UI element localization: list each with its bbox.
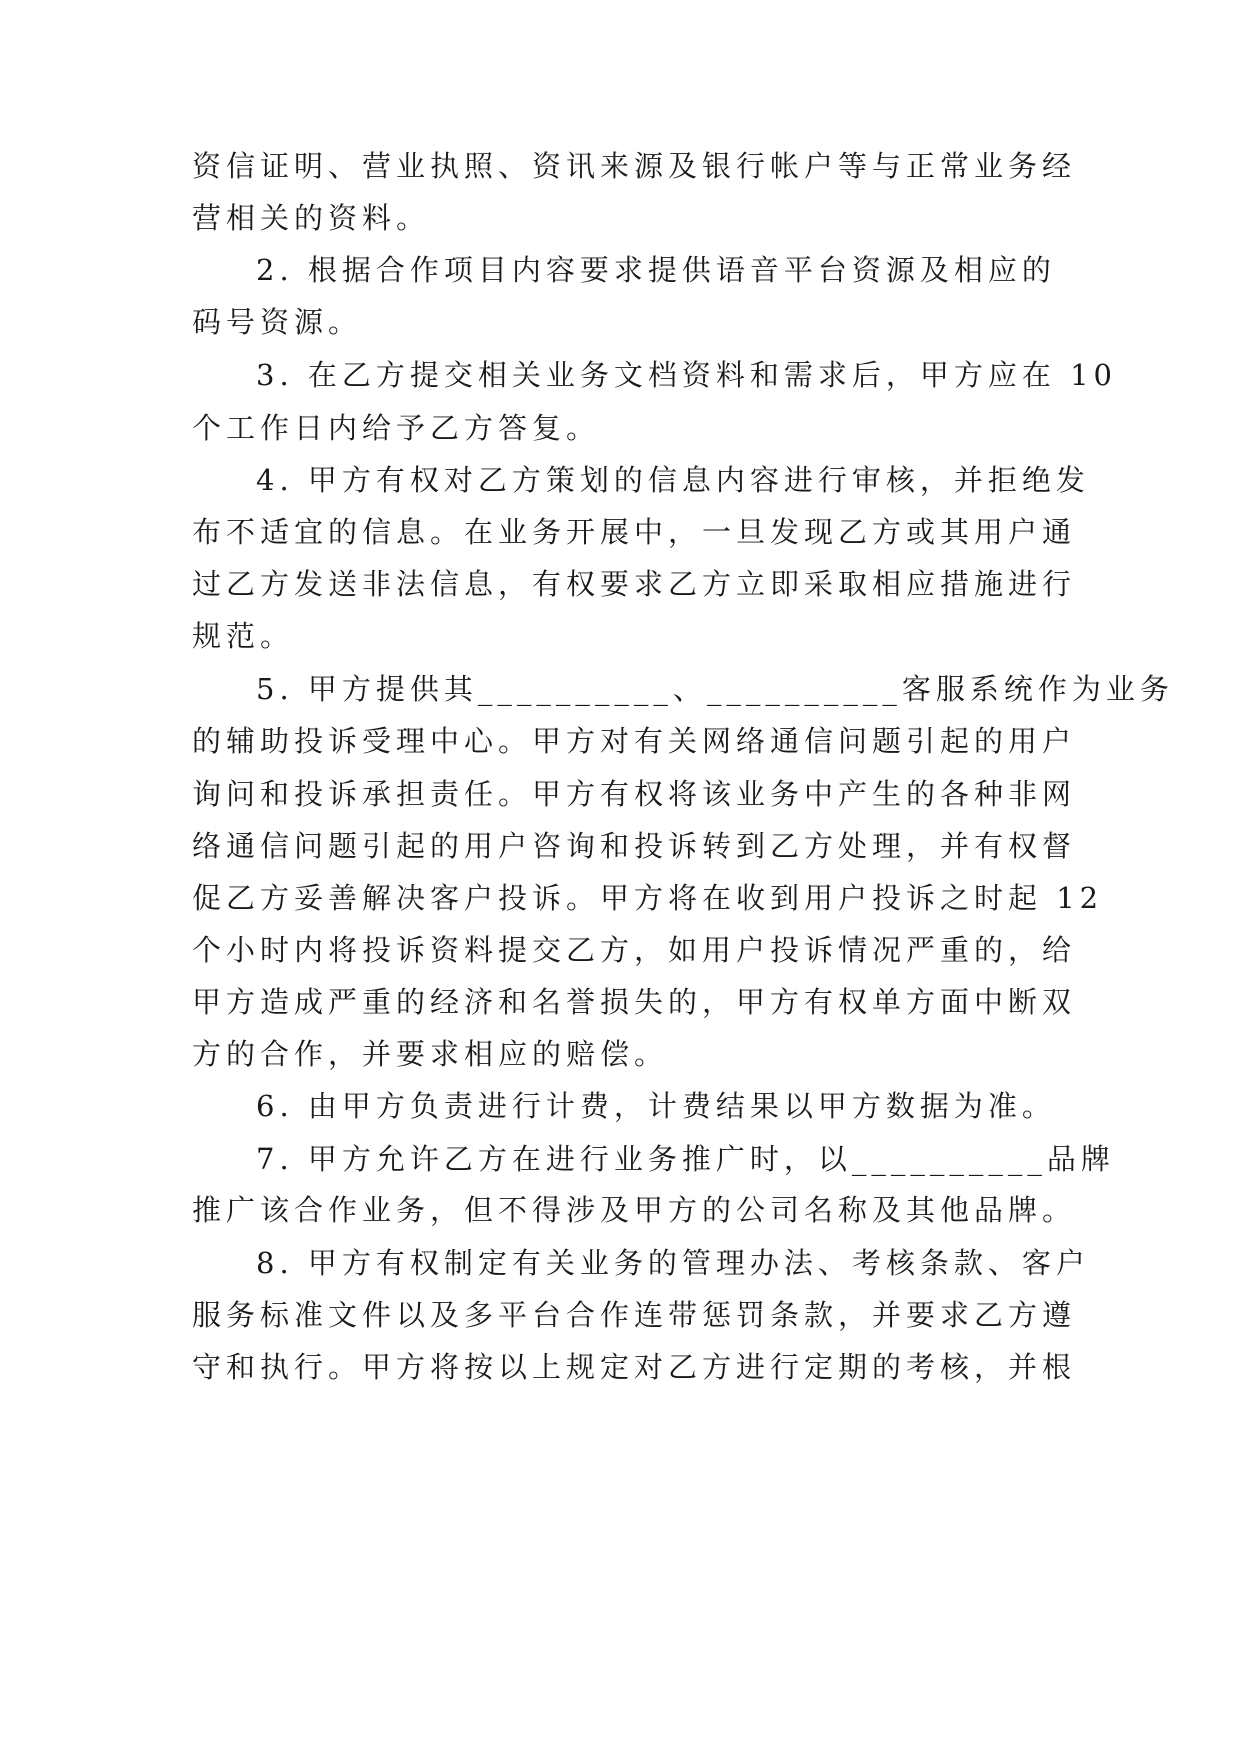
text-line: 个工作日内给予乙方答复。 (192, 411, 601, 445)
paragraph-5-start: 5. 甲方提供其__________、__________客服系统作为业务 (256, 672, 1174, 706)
text-line: 过乙方发送非法信息，有权要求乙方立即采取相应措施进行 (192, 567, 1077, 601)
paragraph-7-start: 7. 甲方允许乙方在进行业务推广时，以__________品牌 (256, 1142, 1115, 1176)
text-line: 布不适宜的信息。在业务开展中，一旦发现乙方或其用户通 (192, 515, 1077, 549)
paragraph-2-start: 2. 根据合作项目内容要求提供语音平台资源及相应的 (256, 253, 1056, 287)
text-line: 守和执行。甲方将按以上规定对乙方进行定期的考核，并根 (192, 1350, 1077, 1384)
text-line: 营相关的资料。 (192, 201, 431, 235)
paragraph-3-start: 3. 在乙方提交相关业务文档资料和需求后，甲方应在 10 (256, 358, 1118, 392)
text-line: 规范。 (192, 619, 295, 653)
text-line: 询问和投诉承担责任。甲方有权将该业务中产生的各种非网 (192, 777, 1077, 811)
paragraph-4-start: 4. 甲方有权对乙方策划的信息内容进行审核，并拒绝发 (256, 463, 1090, 497)
text-line: 码号资源。 (192, 305, 363, 339)
text-line: 的辅助投诉受理中心。甲方对有关网络通信问题引起的用户 (192, 724, 1077, 758)
text-line: 促乙方妥善解决客户投诉。甲方将在收到用户投诉之时起 12 (192, 881, 1104, 915)
paragraph-6-start: 6. 由甲方负责进行计费，计费结果以甲方数据为准。 (256, 1089, 1056, 1123)
paragraph-8-start: 8. 甲方有权制定有关业务的管理办法、考核条款、客户 (256, 1246, 1090, 1280)
text-line: 推广该合作业务，但不得涉及甲方的公司名称及其他品牌。 (192, 1193, 1077, 1227)
text-line: 个小时内将投诉资料提交乙方，如用户投诉情况严重的，给 (192, 933, 1077, 967)
text-line: 资信证明、营业执照、资讯来源及银行帐户等与正常业务经 (192, 149, 1077, 183)
text-line: 服务标准文件以及多平台合作连带惩罚条款，并要求乙方遵 (192, 1298, 1077, 1332)
text-line: 方的合作，并要求相应的赔偿。 (192, 1037, 669, 1071)
text-line: 甲方造成严重的经济和名誉损失的，甲方有权单方面中断双 (192, 985, 1077, 1019)
text-line: 络通信问题引起的用户咨询和投诉转到乙方处理，并有权督 (192, 829, 1077, 863)
